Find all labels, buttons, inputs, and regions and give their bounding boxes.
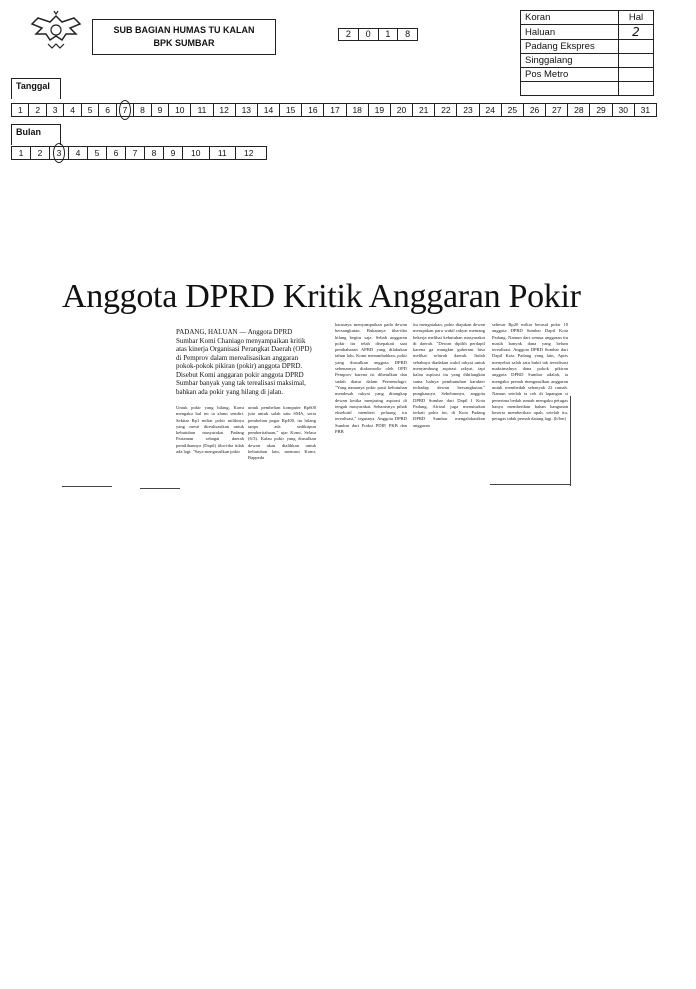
day-cell-13[interactable]: 13 <box>236 104 258 116</box>
day-cell-25[interactable]: 25 <box>502 104 524 116</box>
article-column: untuk pembelian komputer Rp600 juta untuk salah satu SMA, serta pembelian pagar Rp400, itu hilang tanpa ada sedikitpun pemberitahuan," ujar Komi, Selasa (6/3). Kalau pokir yang diusulkan dewan akan dialihkan untuk kebutuhan lain, menurut Komi, Bappeda <box>248 405 316 461</box>
month-cell-6[interactable]: 6 <box>107 147 126 159</box>
year-digit: 8 <box>405 29 411 39</box>
month-cell-4[interactable]: 4 <box>69 147 88 159</box>
newspaper-item: Singgalang <box>521 54 619 68</box>
article-column: itu mengatakan, pokir diajukan dewan merupakan para wakil rakyat memang bekerja melihat kebutuhan masyarakat di daerah. "Dewan dipilih perdapil karena ga mungkin gubernur bisa melihat seluruh daerah. Itulah sebabnya diadakan wakil rakyat untuk menyambung aspirasi rakyat, tapi kalau aspirasi itu yang dihilangkan sama halnya pembunuhan karakter terhadap dewan bersangkutan," pungkasnya. Sebelumnya, anggota DPRD Sumbar dari Dapil I Kota Padang, Afrizal juga menuturkan terkait pokir ini, di Kota Padang DPRD Sumbar mengalokasikan anggaran <box>413 322 485 428</box>
header-box <box>92 19 276 55</box>
article-lead: PADANG, HALUAN — Anggota DPRD Sumbar Komi Chaniago menyampaikan kritik atas kinerja Organisasi Perangkat Daerah (OPD) di Pemprov dalam merealisasikan anggaran pokok-pokok pikiran (pokir) anggota DPRD. Disebut Komi anggaran pokir anggota DPRD Sumbar banyak yang tak terealisasi maksimal, bahkan ada pokir yang hilang di jalan. <box>176 328 312 396</box>
day-cell-2[interactable]: 2 <box>29 104 46 116</box>
date-label: Tanggal <box>11 78 61 99</box>
day-cell-21[interactable]: 21 <box>413 104 435 116</box>
day-cell-30[interactable]: 30 <box>613 104 635 116</box>
article-column: karusnya menyampaikan pada dewan bersangkutan. Bukannya tiba-tiba hilang begitu saja. Sebab anggaran pokir itu telah disepakati saat pembahasan APBD yang dilakukan tahun lalu. Komi menambahkan, pokir yang diusulkan anggota DPRD sebenarnya diakomodir oleh OPD Pemprov karena isi dibetulkan dan sudah diatur dalam Permendagri. "Yang namanya pokir pasti kebutuhan mendesak rakyat yang ditangkap dewan ketika menjaring aspirasi di tengah masyarakat. Seharusnya pihak eksekutif memberi peluang itu terealisasi," tegasnya. Anggota DPRD Sumbar dari Fraksi PDIP, PKB dan PBB <box>335 322 407 435</box>
newspaper-table <box>520 10 654 96</box>
clipping-edge <box>62 486 112 487</box>
day-cell-7[interactable]: 7 <box>117 104 134 116</box>
day-cell-14[interactable]: 14 <box>258 104 280 116</box>
day-cell-6[interactable]: 6 <box>99 104 116 116</box>
newspaper-header: Koran <box>521 11 619 25</box>
year-digit: 0 <box>359 29 379 40</box>
day-cell-22[interactable]: 22 <box>435 104 457 116</box>
day-cell-16[interactable]: 16 <box>302 104 324 116</box>
year-digit: 1 <box>379 29 399 40</box>
article-column: Untuk pokir yang hilang, Komi mengaku hal ini ia alami sendiri. Sekitar Rp1 miliar pokir miliknya yang mesti direalisasikan untuk kebutuhan masyarakat Padang Pariaman sebagai daerah pemilihannya (Dapil) tiba-tiba tidak ada lagi. "Saya mengusulkan pokir <box>176 405 244 455</box>
month-row <box>11 146 267 160</box>
newspaper-item <box>521 82 619 96</box>
day-cell-15[interactable]: 15 <box>280 104 302 116</box>
day-cell-5[interactable]: 5 <box>82 104 99 116</box>
article-column: sebesar Rp20 miliar berasal pokir 10 anggota DPRD Sumbar Dapil Kota Padang. Namun dari semua anggaran itu masih banyak dana yang belum terealisasi. Anggota DPRD Sumbar dari Dapil Kota Padang yang lain, Apris menyebut salah satu bukti tak terealisasi maksimalnya dana pokok pikiran anggota DPRD Sumbar adalah, ia mengaku pernah mengusulkan anggaran untuk membedah sebanyak 22 rumah. Namun setelah ia cek di lapangan si penerima bedah rumah mengaku petugas hanya memberikan bahan bangunan beserta memberikan upah, setelah itu, petugas tidak pernah datang lagi. (h/len) <box>492 322 568 422</box>
clipping-edge <box>490 484 570 485</box>
day-cell-26[interactable]: 26 <box>524 104 546 116</box>
page-header: Hal <box>619 11 654 25</box>
day-cell-12[interactable]: 12 <box>214 104 236 116</box>
month-cell-8[interactable]: 8 <box>145 147 164 159</box>
header-subtitle: BPK SUMBAR <box>153 38 215 48</box>
month-label: Bulan <box>11 124 61 145</box>
garuda-emblem-icon <box>28 10 84 54</box>
month-cell-2[interactable]: 2 <box>31 147 50 159</box>
day-cell-20[interactable]: 20 <box>391 104 413 116</box>
newspaper-item: Padang Ekspres <box>521 40 619 54</box>
year-box <box>338 28 418 41</box>
day-cell-8[interactable]: 8 <box>134 104 151 116</box>
year-digit: 2 <box>339 29 359 40</box>
newspaper-item: Haluan <box>521 25 619 40</box>
month-cell-3[interactable]: 3 <box>50 147 69 159</box>
newspaper-item: Pos Metro <box>521 68 619 82</box>
day-cell-3[interactable]: 3 <box>47 104 64 116</box>
day-cell-31[interactable]: 31 <box>640 105 651 115</box>
page-number: 2 <box>619 25 654 40</box>
day-cell-17[interactable]: 17 <box>324 104 346 116</box>
day-cell-27[interactable]: 27 <box>546 104 568 116</box>
day-cell-1[interactable]: 1 <box>12 104 29 116</box>
month-cell-9[interactable]: 9 <box>164 147 183 159</box>
month-cell-1[interactable]: 1 <box>12 147 31 159</box>
day-cell-28[interactable]: 28 <box>568 104 590 116</box>
date-row <box>11 103 657 117</box>
month-cell-7[interactable]: 7 <box>126 147 145 159</box>
month-cell-11[interactable]: 11 <box>210 147 237 159</box>
month-cell-5[interactable]: 5 <box>88 147 107 159</box>
month-cell-12[interactable]: 12 <box>244 148 254 158</box>
day-cell-4[interactable]: 4 <box>64 104 81 116</box>
day-cell-11[interactable]: 11 <box>191 104 213 116</box>
article-headline: Anggota DPRD Kritik Anggaran Pokir <box>62 278 581 315</box>
day-cell-24[interactable]: 24 <box>480 104 502 116</box>
day-cell-9[interactable]: 9 <box>152 104 169 116</box>
header-title: SUB BAGIAN HUMAS TU KALAN <box>113 25 255 35</box>
clipping-edge <box>570 396 571 486</box>
day-cell-29[interactable]: 29 <box>590 104 612 116</box>
day-cell-18[interactable]: 18 <box>347 104 369 116</box>
day-cell-19[interactable]: 19 <box>369 104 391 116</box>
month-cell-10[interactable]: 10 <box>183 147 210 159</box>
clipping-edge <box>140 488 180 489</box>
day-cell-23[interactable]: 23 <box>457 104 479 116</box>
day-cell-10[interactable]: 10 <box>169 104 191 116</box>
